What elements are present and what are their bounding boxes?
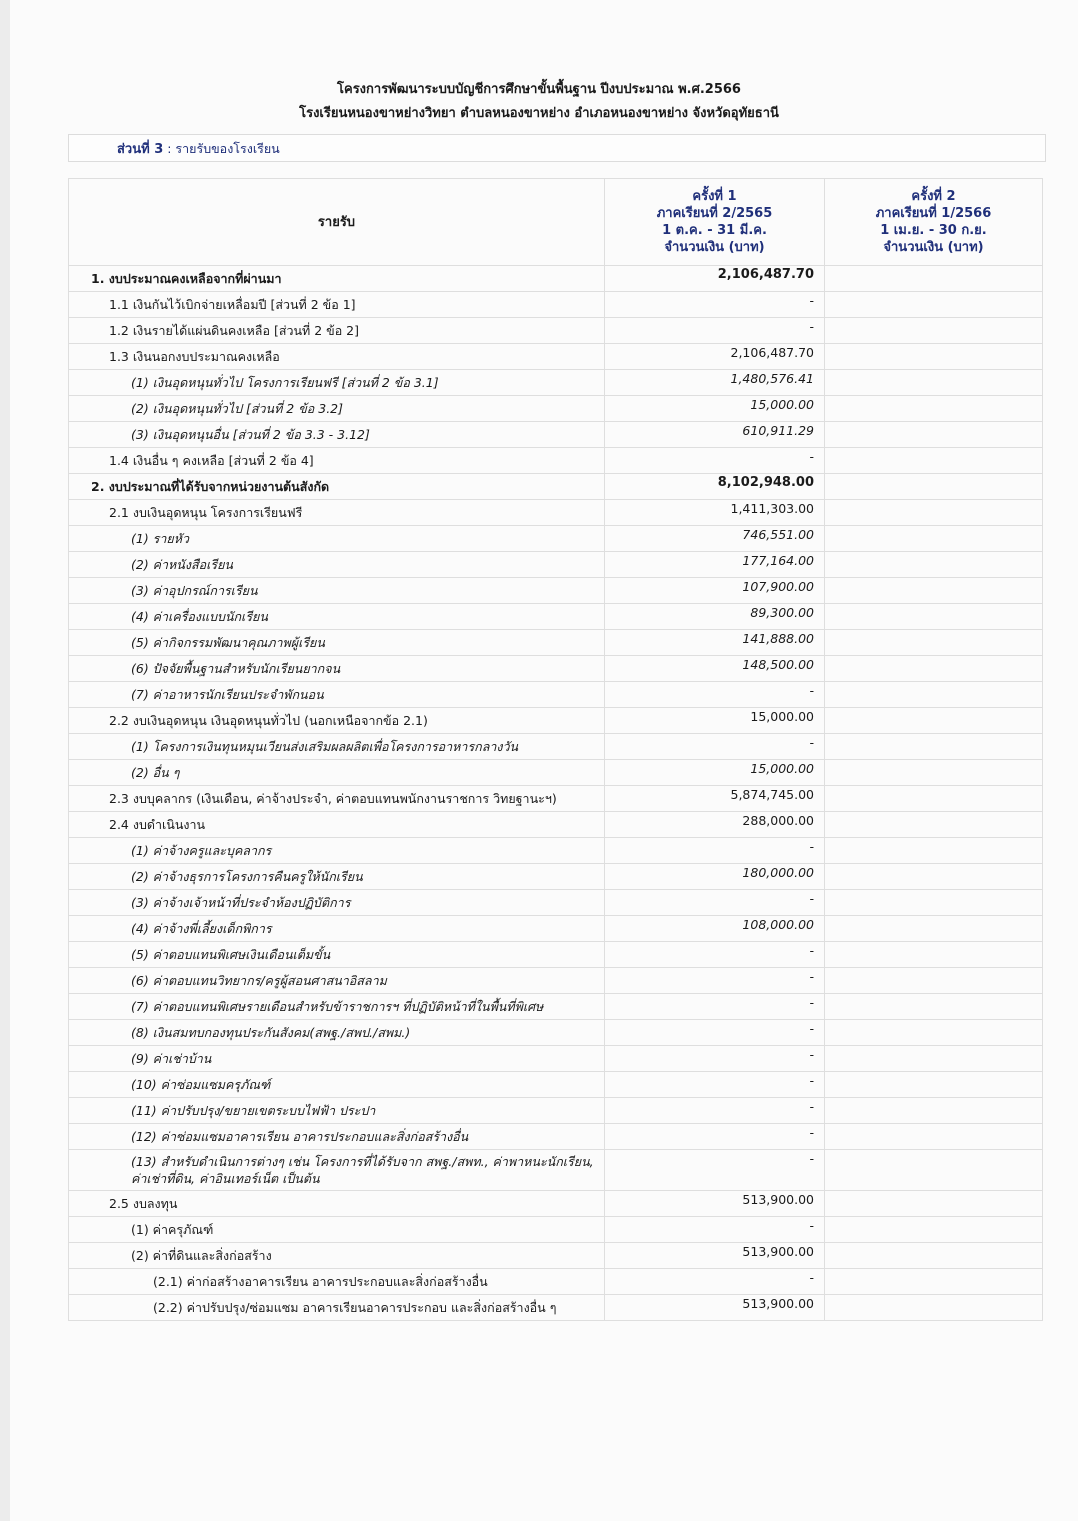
row-amount-period-2 bbox=[825, 812, 1043, 838]
column-header-period-1 bbox=[605, 179, 825, 266]
row-amount-period-1: 180,000.00 bbox=[605, 864, 825, 890]
row-label: 2.4 งบดำเนินงาน bbox=[69, 812, 605, 838]
table-row bbox=[69, 1124, 1043, 1150]
table-row bbox=[69, 422, 1043, 448]
row-amount-period-2 bbox=[825, 890, 1043, 916]
row-amount-period-2 bbox=[825, 448, 1043, 474]
row-amount-period-2 bbox=[825, 526, 1043, 552]
row-label: (2) อื่น ๆ bbox=[69, 760, 605, 786]
row-label: (1) ค่าครุภัณฑ์ bbox=[69, 1217, 605, 1243]
table-row bbox=[69, 1295, 1043, 1321]
row-label: (1) ค่าจ้างครูและบุคลากร bbox=[69, 838, 605, 864]
row-amount-period-2 bbox=[825, 1098, 1043, 1124]
row-label: 1.4 เงินอื่น ๆ คงเหลือ [ส่วนที่ 2 ข้อ 4] bbox=[69, 448, 605, 474]
period-1-semester: ภาคเรียนที่ 2/2565 bbox=[656, 206, 773, 221]
row-label: 2.1 งบเงินอุดหนุน โครงการเรียนฟรี bbox=[69, 500, 605, 526]
row-label: 2.2 งบเงินอุดหนุน เงินอุดหนุนทั่วไป (นอกเหนือจากข้อ 2.1) bbox=[69, 708, 605, 734]
row-amount-period-1: 1,411,303.00 bbox=[605, 500, 825, 526]
table-row bbox=[69, 370, 1043, 396]
row-amount-period-1: 107,900.00 bbox=[605, 578, 825, 604]
table-row bbox=[69, 500, 1043, 526]
row-label: (12) ค่าซ่อมแซมอาคารเรียน อาคารประกอบและสิ่งก่อสร้างอื่น bbox=[69, 1124, 605, 1150]
row-amount-period-2 bbox=[825, 344, 1043, 370]
row-amount-period-2 bbox=[825, 318, 1043, 344]
row-amount-period-1: - bbox=[605, 994, 825, 1020]
row-label: 1.3 เงินนอกงบประมาณคงเหลือ bbox=[69, 344, 605, 370]
row-amount-period-1: 2,106,487.70 bbox=[605, 344, 825, 370]
row-amount-period-2 bbox=[825, 604, 1043, 630]
table-row bbox=[69, 344, 1043, 370]
table-row bbox=[69, 838, 1043, 864]
header-school-name: โรงเรียนหนองขาหย่างวิทยา ตำบลหนองขาหย่าง อำเภอหนองขาหย่าง จังหวัดอุทัยธานี bbox=[299, 106, 779, 121]
table-row bbox=[69, 448, 1043, 474]
row-label: (2) ค่าที่ดินและสิ่งก่อสร้าง bbox=[69, 1243, 605, 1269]
row-label: (2.2) ค่าปรับปรุง/ซ่อมแซม อาคารเรียนอาคารประกอบ และสิ่งก่อสร้างอื่น ๆ bbox=[69, 1295, 605, 1321]
table-row bbox=[69, 734, 1043, 760]
row-label: (2) ค่าหนังสือเรียน bbox=[69, 552, 605, 578]
row-amount-period-1: - bbox=[605, 1150, 825, 1191]
table-row bbox=[69, 318, 1043, 344]
row-amount-period-1: - bbox=[605, 890, 825, 916]
period-1-amount-label: จำนวนเงิน (บาท) bbox=[664, 240, 765, 255]
row-amount-period-1: 288,000.00 bbox=[605, 812, 825, 838]
row-label: (3) ค่าจ้างเจ้าหน้าที่ประจำห้องปฏิบัติการ bbox=[69, 890, 605, 916]
row-label: (11) ค่าปรับปรุง/ขยายเขตระบบไฟฟ้า ประปา bbox=[69, 1098, 605, 1124]
period-1-dates: 1 ต.ค. - 31 มี.ค. bbox=[662, 223, 767, 238]
row-amount-period-2 bbox=[825, 942, 1043, 968]
row-amount-period-1: 5,874,745.00 bbox=[605, 786, 825, 812]
row-amount-period-1: 746,551.00 bbox=[605, 526, 825, 552]
row-amount-period-1: - bbox=[605, 448, 825, 474]
table-row bbox=[69, 1020, 1043, 1046]
row-amount-period-2 bbox=[825, 916, 1043, 942]
row-amount-period-1: 2,106,487.70 bbox=[605, 266, 825, 292]
row-label: 2.5 งบลงทุน bbox=[69, 1191, 605, 1217]
row-amount-period-1: 513,900.00 bbox=[605, 1191, 825, 1217]
table-row bbox=[69, 708, 1043, 734]
row-amount-period-1: - bbox=[605, 292, 825, 318]
row-amount-period-2 bbox=[825, 552, 1043, 578]
row-amount-period-1: - bbox=[605, 942, 825, 968]
row-amount-period-2 bbox=[825, 838, 1043, 864]
row-label: (9) ค่าเช่าบ้าน bbox=[69, 1046, 605, 1072]
table-row bbox=[69, 630, 1043, 656]
table-row bbox=[69, 760, 1043, 786]
row-amount-period-1: - bbox=[605, 1124, 825, 1150]
row-amount-period-2 bbox=[825, 864, 1043, 890]
period-2-amount-label: จำนวนเงิน (บาท) bbox=[883, 240, 984, 255]
row-amount-period-2 bbox=[825, 266, 1043, 292]
row-label: (1) เงินอุดหนุนทั่วไป โครงการเรียนฟรี [ส่วนที่ 2 ข้อ 3.1] bbox=[69, 370, 605, 396]
table-row bbox=[69, 604, 1043, 630]
row-amount-period-2 bbox=[825, 422, 1043, 448]
table-row bbox=[69, 916, 1043, 942]
column-header-period-2 bbox=[825, 179, 1043, 266]
row-amount-period-2 bbox=[825, 370, 1043, 396]
table-row bbox=[69, 1098, 1043, 1124]
row-amount-period-1: 108,000.00 bbox=[605, 916, 825, 942]
row-amount-period-2 bbox=[825, 734, 1043, 760]
row-amount-period-1: - bbox=[605, 1020, 825, 1046]
row-amount-period-1: 1,480,576.41 bbox=[605, 370, 825, 396]
row-label: (6) ค่าตอบแทนวิทยากร/ครูผู้สอนศาสนาอิสลาม bbox=[69, 968, 605, 994]
row-amount-period-2 bbox=[825, 1191, 1043, 1217]
table-row bbox=[69, 786, 1043, 812]
row-label: 1.2 เงินรายได้แผ่นดินคงเหลือ [ส่วนที่ 2 ข้อ 2] bbox=[69, 318, 605, 344]
income-table bbox=[68, 178, 1043, 1321]
row-amount-period-2 bbox=[825, 1217, 1043, 1243]
table-row bbox=[69, 526, 1043, 552]
row-amount-period-1: 15,000.00 bbox=[605, 760, 825, 786]
row-label: (2) เงินอุดหนุนทั่วไป [ส่วนที่ 2 ข้อ 3.2] bbox=[69, 396, 605, 422]
row-amount-period-2 bbox=[825, 1046, 1043, 1072]
row-amount-period-2 bbox=[825, 396, 1043, 422]
row-amount-period-1: 513,900.00 bbox=[605, 1243, 825, 1269]
row-amount-period-1: - bbox=[605, 734, 825, 760]
table-row bbox=[69, 578, 1043, 604]
header-project-title: โครงการพัฒนาระบบบัญชีการศึกษาขั้นพื้นฐาน ปีงบประมาณ พ.ศ.2566 bbox=[337, 82, 741, 97]
row-amount-period-2 bbox=[825, 1150, 1043, 1191]
row-amount-period-2 bbox=[825, 994, 1043, 1020]
row-label: (6) ปัจจัยพื้นฐานสำหรับนักเรียนยากจน bbox=[69, 656, 605, 682]
row-amount-period-2 bbox=[825, 1124, 1043, 1150]
row-label: 2. งบประมาณที่ได้รับจากหน่วยงานต้นสังกัด bbox=[69, 474, 605, 500]
row-amount-period-1: - bbox=[605, 682, 825, 708]
period-1-round: ครั้งที่ 1 bbox=[692, 189, 737, 204]
period-2-semester: ภาคเรียนที่ 1/2566 bbox=[875, 206, 992, 221]
row-amount-period-2 bbox=[825, 1020, 1043, 1046]
table-row bbox=[69, 864, 1043, 890]
row-amount-period-1: - bbox=[605, 1046, 825, 1072]
section-heading bbox=[68, 134, 1046, 162]
table-row bbox=[69, 682, 1043, 708]
row-amount-period-2 bbox=[825, 786, 1043, 812]
scan-edge bbox=[0, 0, 10, 1521]
table-body bbox=[69, 266, 1043, 1321]
row-amount-period-2 bbox=[825, 500, 1043, 526]
row-amount-period-1: - bbox=[605, 1217, 825, 1243]
row-label: (5) ค่ากิจกรรมพัฒนาคุณภาพผู้เรียน bbox=[69, 630, 605, 656]
table-row bbox=[69, 968, 1043, 994]
row-amount-period-2 bbox=[825, 760, 1043, 786]
row-label: (1) โครงการเงินทุนหมุนเวียนส่งเสริมผลผลิตเพื่อโครงการอาหารกลางวัน bbox=[69, 734, 605, 760]
row-label: (2) ค่าจ้างธุรการโครงการคืนครูให้นักเรียน bbox=[69, 864, 605, 890]
row-label: (1) รายหัว bbox=[69, 526, 605, 552]
table-row bbox=[69, 1269, 1043, 1295]
row-amount-period-1: - bbox=[605, 1269, 825, 1295]
document-header bbox=[0, 78, 1078, 126]
table-row bbox=[69, 1150, 1043, 1191]
section-number: ส่วนที่ 3 bbox=[117, 142, 164, 157]
row-label: (10) ค่าซ่อมแซมครุภัณฑ์ bbox=[69, 1072, 605, 1098]
row-amount-period-2 bbox=[825, 1072, 1043, 1098]
row-amount-period-1: 610,911.29 bbox=[605, 422, 825, 448]
section-title: : รายรับของโรงเรียน bbox=[167, 141, 280, 156]
row-amount-period-2 bbox=[825, 656, 1043, 682]
table-row bbox=[69, 396, 1043, 422]
table-row bbox=[69, 552, 1043, 578]
row-amount-period-2 bbox=[825, 682, 1043, 708]
row-label: (4) ค่าจ้างพี่เลี้ยงเด็กพิการ bbox=[69, 916, 605, 942]
row-label: 1.1 เงินกันไว้เบิกจ่ายเหลื่อมปี [ส่วนที่ 2 ข้อ 1] bbox=[69, 292, 605, 318]
table-row bbox=[69, 266, 1043, 292]
row-amount-period-1: - bbox=[605, 838, 825, 864]
table-row bbox=[69, 890, 1043, 916]
row-label: (7) ค่าตอบแทนพิเศษรายเดือนสำหรับข้าราชการฯ ที่ปฏิบัติหน้าที่ในพื้นที่พิเศษ bbox=[69, 994, 605, 1020]
row-amount-period-1: - bbox=[605, 1072, 825, 1098]
row-amount-period-2 bbox=[825, 578, 1043, 604]
row-label: (3) เงินอุดหนุนอื่น [ส่วนที่ 2 ข้อ 3.3 - 3.12] bbox=[69, 422, 605, 448]
row-amount-period-1: - bbox=[605, 318, 825, 344]
row-label: (2.1) ค่าก่อสร้างอาคารเรียน อาคารประกอบและสิ่งก่อสร้างอื่น bbox=[69, 1269, 605, 1295]
table-header-row bbox=[69, 179, 1043, 266]
row-label: 2.3 งบบุคลากร (เงินเดือน, ค่าจ้างประจำ, ค่าตอบแทนพนักงานราชการ วิทยฐานะฯ) bbox=[69, 786, 605, 812]
period-2-dates: 1 เม.ย. - 30 ก.ย. bbox=[880, 223, 987, 238]
table-row bbox=[69, 474, 1043, 500]
row-amount-period-1: 177,164.00 bbox=[605, 552, 825, 578]
row-label: (4) ค่าเครื่องแบบนักเรียน bbox=[69, 604, 605, 630]
row-amount-period-2 bbox=[825, 968, 1043, 994]
row-amount-period-1: 15,000.00 bbox=[605, 708, 825, 734]
row-amount-period-2 bbox=[825, 292, 1043, 318]
row-amount-period-1: - bbox=[605, 1098, 825, 1124]
row-amount-period-1: - bbox=[605, 968, 825, 994]
row-amount-period-2 bbox=[825, 474, 1043, 500]
table-row bbox=[69, 1072, 1043, 1098]
table-row bbox=[69, 1243, 1043, 1269]
row-amount-period-1: 15,000.00 bbox=[605, 396, 825, 422]
table-row bbox=[69, 1046, 1043, 1072]
row-amount-period-2 bbox=[825, 630, 1043, 656]
table-row bbox=[69, 1191, 1043, 1217]
row-label: (5) ค่าตอบแทนพิเศษเงินเดือนเต็มขั้น bbox=[69, 942, 605, 968]
row-amount-period-1: 89,300.00 bbox=[605, 604, 825, 630]
table-row bbox=[69, 656, 1043, 682]
table-row bbox=[69, 942, 1043, 968]
row-amount-period-2 bbox=[825, 1269, 1043, 1295]
row-label: (13) สำหรับดำเนินการต่างๆ เช่น โครงการที่ได้รับจาก สพฐ./สพท., ค่าพาหนะนักเรียน, ค่าเช่าที่ดิน, ค่าอินเทอร์เน็ต เป็นต้น bbox=[69, 1150, 605, 1191]
table-row bbox=[69, 292, 1043, 318]
table-row bbox=[69, 1217, 1043, 1243]
table-row bbox=[69, 812, 1043, 838]
table-row bbox=[69, 994, 1043, 1020]
row-label: (3) ค่าอุปกรณ์การเรียน bbox=[69, 578, 605, 604]
row-amount-period-2 bbox=[825, 1243, 1043, 1269]
row-amount-period-1: 8,102,948.00 bbox=[605, 474, 825, 500]
row-amount-period-2 bbox=[825, 1295, 1043, 1321]
row-label: (8) เงินสมทบกองทุนประกันสังคม(สพฐ./สพป./สพม.) bbox=[69, 1020, 605, 1046]
row-amount-period-1: 148,500.00 bbox=[605, 656, 825, 682]
column-header-income: รายรับ bbox=[69, 179, 605, 266]
row-amount-period-1: 141,888.00 bbox=[605, 630, 825, 656]
row-label: (7) ค่าอาหารนักเรียนประจำพักนอน bbox=[69, 682, 605, 708]
row-amount-period-2 bbox=[825, 708, 1043, 734]
row-amount-period-1: 513,900.00 bbox=[605, 1295, 825, 1321]
row-label: 1. งบประมาณคงเหลือจากที่ผ่านมา bbox=[69, 266, 605, 292]
period-2-round: ครั้งที่ 2 bbox=[911, 189, 956, 204]
